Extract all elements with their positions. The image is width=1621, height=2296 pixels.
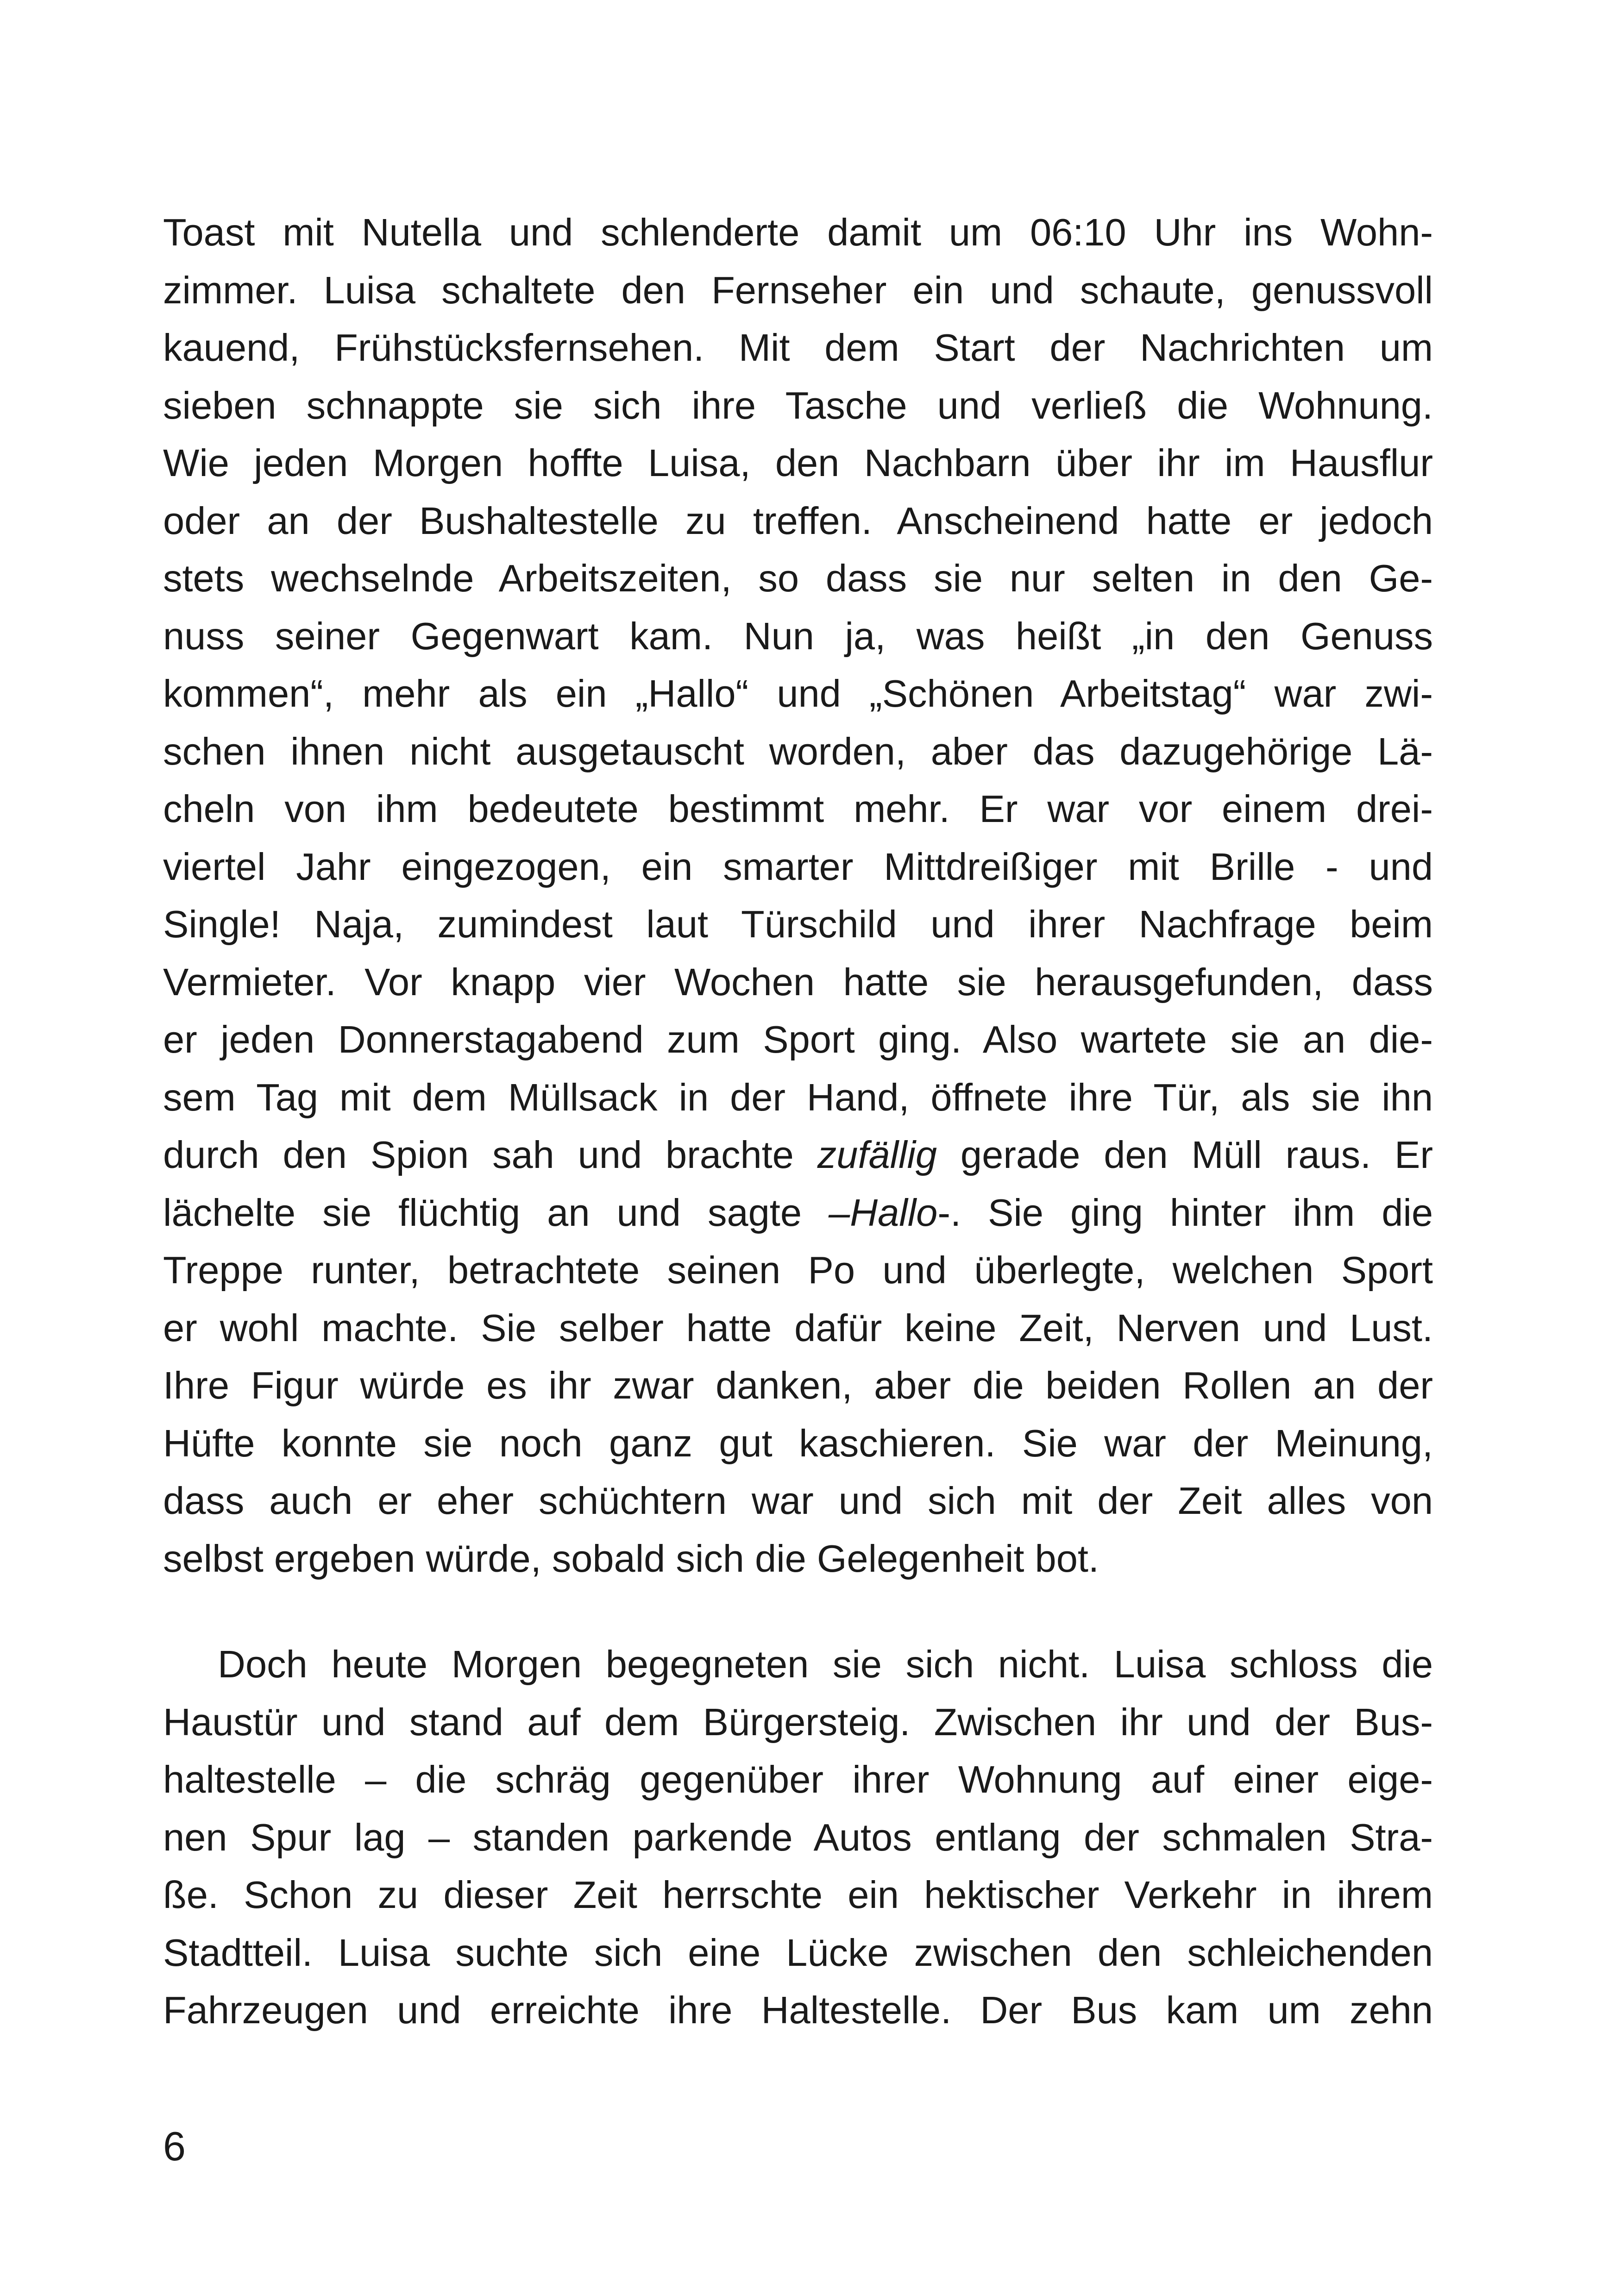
text-line: schen ihnen nicht ausgetauscht worden, aber das dazugehörige Lä- xyxy=(163,729,1433,773)
text-line: cheln von ihm bedeutete bestimmt mehr. Er war vor einem drei- xyxy=(163,787,1433,830)
text-line: Doch heute Morgen begegneten sie sich nicht. Luisa schloss die xyxy=(218,1643,1433,1686)
text-line: Stadtteil. Luisa suchte sich eine Lücke zwischen den schleichenden xyxy=(163,1931,1433,1974)
text-line: nuss seiner Gegenwart kam. Nun ja, was heißt „in den Genuss xyxy=(163,614,1433,658)
text-line: er jeden Donnerstagabend zum Sport ging. Also wartete sie an die- xyxy=(163,1018,1433,1061)
text-line: kommen“, mehr als ein „Hallo“ und „Schönen Arbeitstag“ war zwi- xyxy=(163,672,1433,715)
text-line: Hüfte konnte sie noch ganz gut kaschieren. Sie war der Meinung, xyxy=(163,1421,1433,1465)
text-line: oder an der Bushaltestelle zu treffen. Anscheinend hatte er jedoch xyxy=(163,499,1433,542)
text-line: Vermieter. Vor knapp vier Wochen hatte sie herausgefunden, dass xyxy=(163,960,1433,1004)
text-line: Treppe runter, betrachtete seinen Po und überlegte, welchen Sport xyxy=(163,1248,1433,1292)
text-line: sieben schnappte sie sich ihre Tasche und verließ die Wohnung. xyxy=(163,383,1433,427)
text-line: Single! Naja, zumindest laut Türschild und ihrer Nachfrage beim xyxy=(163,903,1433,946)
text-line: Wie jeden Morgen hoffte Luisa, den Nachbarn über ihr im Hausflur xyxy=(163,441,1433,484)
paragraph-2 xyxy=(163,1636,1433,2039)
text-line: sem Tag mit dem Müllsack in der Hand, öffnete ihre Tür, als sie ihn xyxy=(163,1075,1433,1119)
text-line xyxy=(163,1184,1433,1242)
text-line: zimmer. Luisa schaltete den Fernseher ein und schaute, genussvoll xyxy=(163,268,1433,312)
page-number: 6 xyxy=(163,2123,186,2169)
text-line: haltestelle – die schräg gegenüber ihrer Wohnung auf einer eige- xyxy=(163,1758,1433,1801)
paragraph-gap xyxy=(163,1587,1433,1636)
text-line: kauend, Frühstücksfernsehen. Mit dem Start der Nachrichten um xyxy=(163,326,1433,369)
text-line: viertel Jahr eingezogen, ein smarter Mittdreißiger mit Brille - und xyxy=(163,845,1433,888)
text-line xyxy=(163,1126,1433,1184)
text-line: Fahrzeugen und erreichte ihre Haltestelle. Der Bus kam um zehn xyxy=(163,1989,1433,2032)
text-segment: lächelte sie flüchtig an und sagte xyxy=(163,1191,829,1234)
italic-word: zufällig xyxy=(817,1133,937,1176)
text-line: er wohl machte. Sie selber hatte dafür keine Zeit, Nerven und Lust. xyxy=(163,1306,1433,1349)
text-line: Ihre Figur würde es ihr zwar danken, aber die beiden Rollen an der xyxy=(163,1364,1433,1407)
text-line: nen Spur lag – standen parkende Autos entlang der schmalen Stra- xyxy=(163,1815,1433,1859)
text-line: stets wechselnde Arbeitszeiten, so dass sie nur selten in den Ge- xyxy=(163,557,1433,600)
text-line: dass auch er eher schüchtern war und sich mit der Zeit alles von xyxy=(163,1479,1433,1522)
text-segment: -. Sie ging hinter ihm die xyxy=(937,1191,1433,1234)
body-text xyxy=(163,204,1433,2039)
paragraph-1 xyxy=(163,204,1433,1587)
text-line: Toast mit Nutella und schlenderte damit um 06:10 Uhr ins Wohn- xyxy=(163,211,1433,254)
text-segment: durch den Spion sah und brachte xyxy=(163,1133,817,1176)
text-line: ße. Schon zu dieser Zeit herrschte ein hektischer Verkehr in ihrem xyxy=(163,1873,1433,1916)
text-line: Haustür und stand auf dem Bürgersteig. Zwischen ihr und der Bus- xyxy=(163,1700,1433,1744)
text-line: selbst ergeben würde, sobald sich die Gelegenheit bot. xyxy=(163,1537,1099,1580)
italic-word: –Hallo xyxy=(829,1191,938,1234)
text-segment: gerade den Müll raus. Er xyxy=(937,1133,1433,1176)
